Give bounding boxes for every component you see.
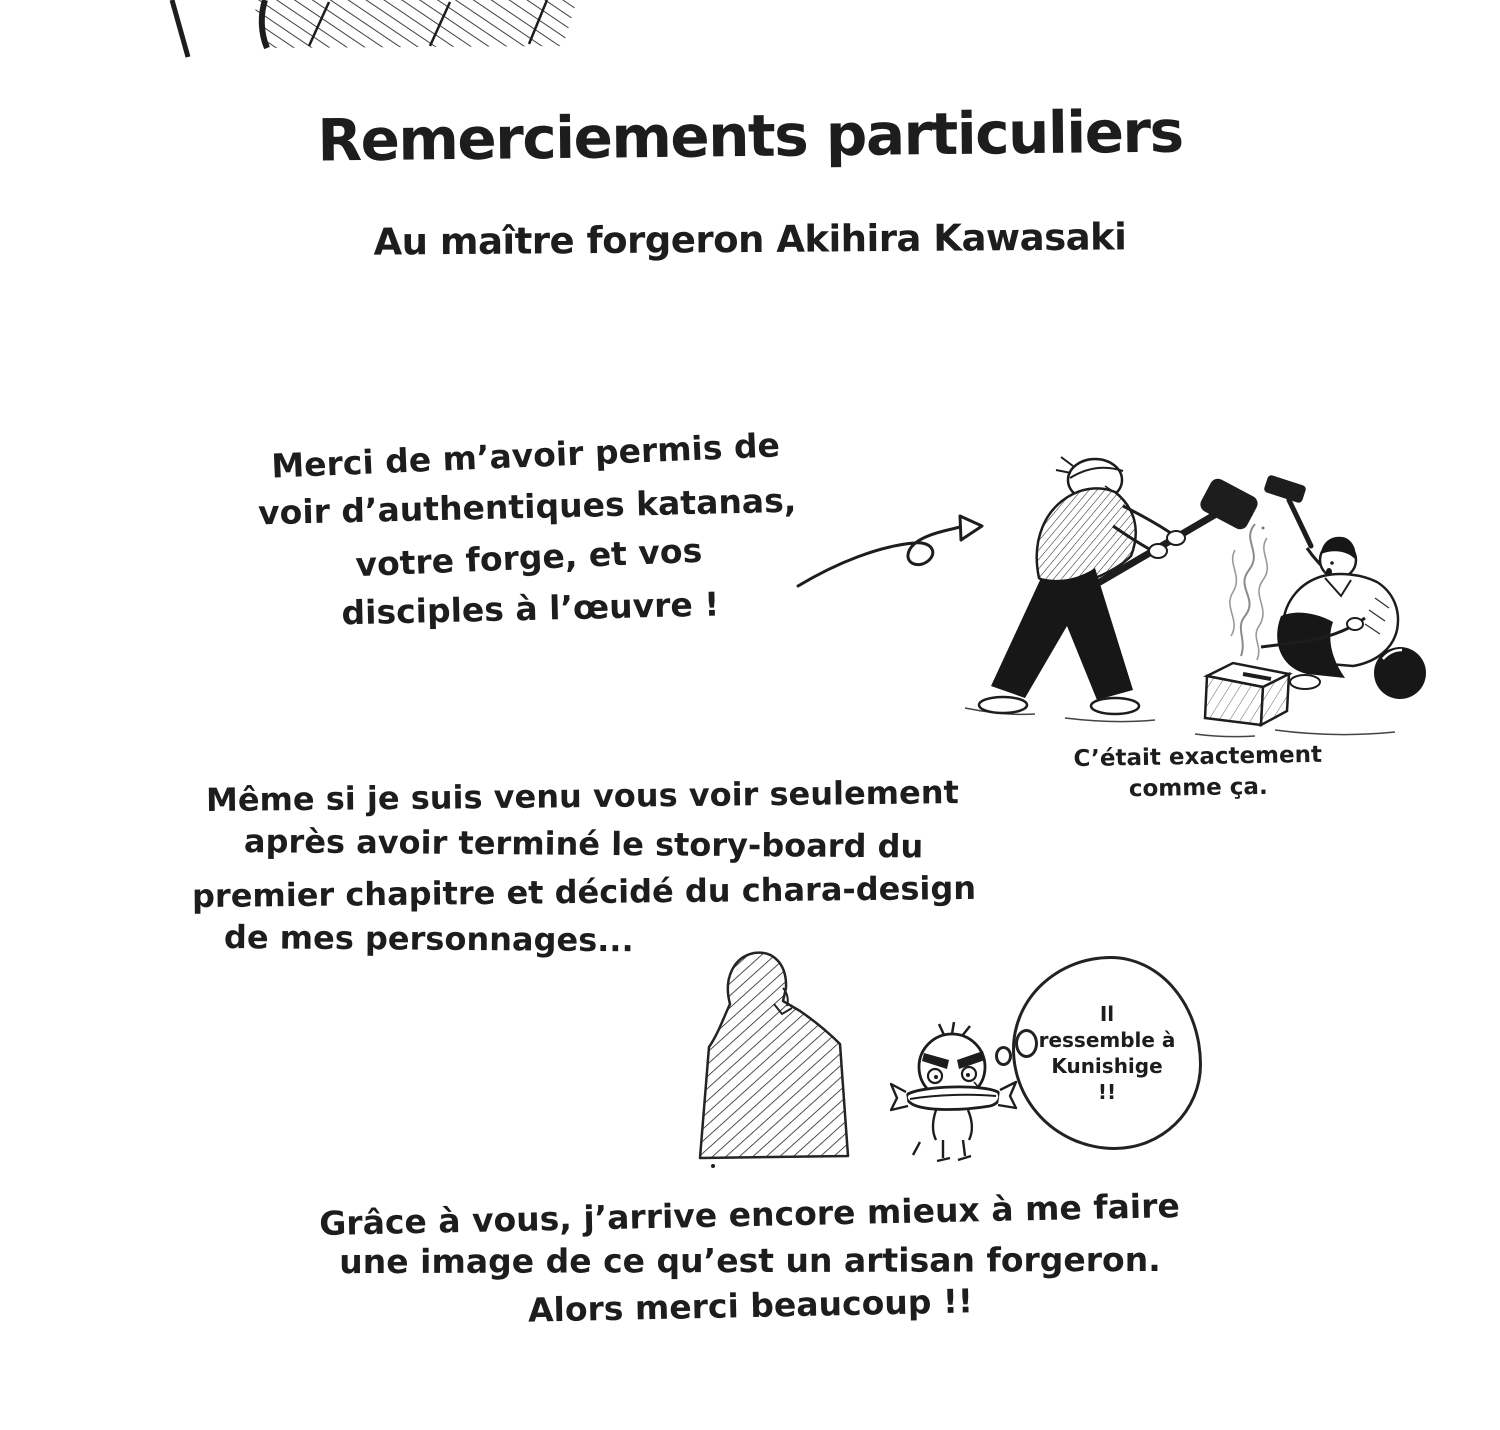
paragraph-closing <box>179 1186 1320 1335</box>
paragraph-thanks-line: votre forge, et vos <box>354 531 703 585</box>
paragraph-visit-line: après avoir terminé le story-board du <box>243 822 924 866</box>
paragraph-thanks-line: voir d’authentiques katanas, <box>257 480 797 533</box>
stray-ink-dot <box>711 1164 715 1168</box>
illustration-caption <box>1047 739 1348 806</box>
page-subtitle: Au maître forgeron Akihira Kawasaki <box>373 215 1127 264</box>
thought-bubble <box>1012 956 1202 1150</box>
thought-bubble-line: Kunishige <box>1051 1054 1163 1078</box>
thought-bubble-line: ressemble à <box>1038 1028 1176 1052</box>
paragraph-closing-line: Grâce à vous, j’arrive encore mieux à me faire <box>318 1185 1181 1244</box>
paragraph-closing-line: Alors merci beaucoup !! <box>527 1281 974 1330</box>
paragraph-thanks-line: Merci de m’avoir permis de <box>270 425 781 486</box>
hatched-figure-sketch-illustration <box>688 948 863 1163</box>
illustration-caption-line: comme ça. <box>1128 773 1268 803</box>
anvil-block <box>1205 663 1289 725</box>
paragraph-thanks <box>195 420 861 645</box>
ground-strokes <box>965 708 1395 737</box>
paragraph-visit-line: de mes personnages... <box>223 918 634 960</box>
paragraph-visit-line: Même si je suis venu vous voir seulement <box>205 773 960 820</box>
illustration-caption-line: C’était exactement <box>1073 741 1323 773</box>
paragraph-visit <box>192 772 976 964</box>
page-title: Remerciements particuliers <box>317 97 1183 175</box>
smoke <box>1230 512 1267 660</box>
angry-chick-character-illustration <box>890 1022 1018 1170</box>
paragraph-visit-line: premier chapitre et décidé du chara-design <box>191 868 977 916</box>
thought-bubble-trail-dot <box>995 1046 1012 1066</box>
thought-bubble-trail-dot <box>1015 1029 1038 1058</box>
kneeling-smith <box>1261 474 1426 699</box>
paragraph-closing-line: une image de ce qu’est un artisan forgeron. <box>339 1239 1161 1281</box>
blacksmith-scene-illustration <box>945 428 1445 750</box>
thought-bubble-line: Il <box>1099 1002 1115 1026</box>
paragraph-thanks-line: disciples à l’œuvre ! <box>341 584 720 633</box>
cropped-sketch-fragment-icon <box>115 0 595 60</box>
thought-bubble-line: !! <box>1097 1080 1117 1104</box>
